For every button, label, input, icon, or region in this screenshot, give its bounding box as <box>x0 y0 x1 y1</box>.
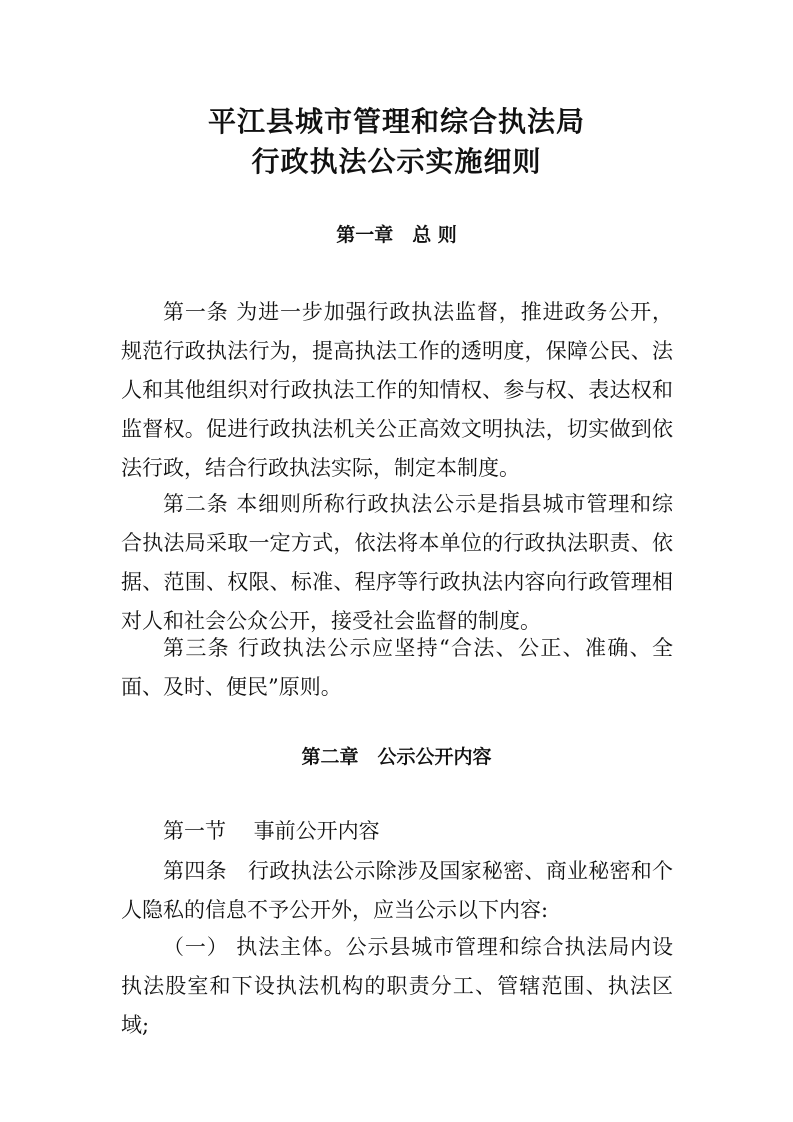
article-4: 第四条 行政执法公示除涉及国家秘密、商业秘密和个人隐私的信息不予公开外，应当公示以下内容: <box>121 859 673 922</box>
article-4-item-1: （一） 执法主体。公示县城市管理和综合执法局内设执法股室和下设执法机构的职责分工、管辖范围、执法区域; <box>121 935 673 1037</box>
article-3: 第三条 行政执法公示应坚持“合法、公正、准确、全面、及时、便民”原则。 <box>121 636 673 699</box>
document-title-line2: 行政执法公示实施细则 <box>251 145 542 178</box>
document-title-line1: 平江县城市管理和综合执法局 <box>207 105 585 138</box>
chapter-heading-2: 第二章 公示公开内容 <box>301 746 492 768</box>
section-heading-1: 第一节 事前公开内容 <box>163 819 380 843</box>
article-2: 第二条 本细则所称行政执法公示是指县城市管理和综合执法局采取一定方式，依法将本单位的行政执法职责、依据、范围、权限、标准、程序等行政执法内容向行政管理相对人和社会公众公开，接受社会监督的制度。 <box>121 492 673 633</box>
article-1: 第一条 为进一步加强行政执法监督，推进政务公开，规范行政执法行为，提高执法工作的透明度，保障公民、法人和其他组织对行政执法工作的知情权、参与权、表达权和监督权。促进行政执法机关公正高效文明执法，切实做到依法行政，结合行政执法实际，制定本制度。 <box>121 300 673 480</box>
chapter-heading-1: 第一章 总 则 <box>336 224 457 246</box>
